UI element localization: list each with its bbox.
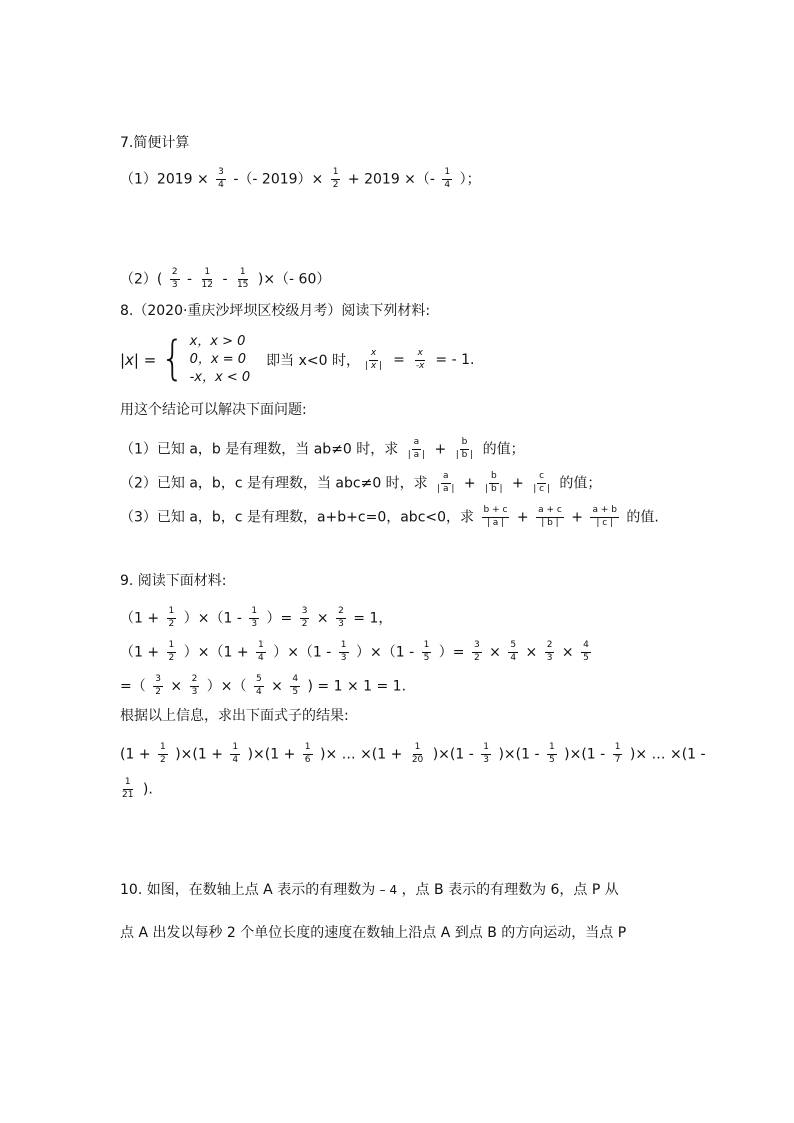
fraction: $\frac{3}{2}$: [473, 640, 480, 663]
fraction: $\frac{1}{4}$: [258, 640, 264, 663]
fraction: $\frac{1}{2}$: [332, 167, 339, 190]
fraction: $\frac{1}{20}$: [411, 742, 424, 765]
fraction: $\frac{1}{7}$: [614, 742, 621, 765]
q9-line1: （1 + $\frac{1}{2}$ ）×（1 - $\frac{1}{3}$ ）= $\frac{3}{2}$ × $\frac{2}{3}$ = 1，: [120, 606, 393, 629]
fraction: $\frac{b}{| b |}$: [455, 437, 474, 460]
q9-heading: 9. 阅读下面材料:: [120, 573, 227, 589]
fraction: $\frac{2}{3}$: [338, 606, 344, 629]
q9-line4: (1 + $\frac{1}{2}$ )×(1 + $\frac{1}{4}$ )×(1 + $\frac{1}{6}$ )× … ×(1 + $\frac{1}{20}$ )×(1 - $\frac{1}{3}$ )×(1 - $\frac{1}{5}$ )×(1 - $\frac{1}{7}$ )× … ×(1 -: [120, 742, 706, 765]
piecewise-example: 即当 x<0 时， $\frac{x}{| x |}$ = $\frac{x}{-x}$ = - 1.: [266, 347, 475, 371]
fraction: $\frac{a + c}{| b |}$: [538, 505, 562, 528]
q7-part2: （2）( $\frac{2}{3}$ - $\frac{1}{12}$ - $\frac{1}{15}$ )×（- 60）: [120, 267, 331, 290]
fraction: $\frac{1}{3}$: [483, 742, 489, 765]
fraction: $\frac{1}{5}$: [548, 742, 555, 765]
fraction: $\frac{1}{2}$: [168, 606, 175, 629]
q8-sub3: （3）已知 a，b，c 是有理数，a+b+c=0，abc<0，求 $\frac{b + c}{| a |}$ + $\frac{a + c}{| b |}$ + $\frac{a + b}{| c |}$ 的值.: [120, 505, 659, 528]
q10-line2: 点 A 出发以每秒 2 个单位长度的速度在数轴上沿点 A 到点 B 的方向运动，当点 P: [120, 925, 627, 941]
fraction: $\frac{1}{2}$: [168, 640, 175, 663]
fraction: $\frac{b}{| b |}$: [485, 471, 503, 494]
case-negative: -x，x < 0: [189, 370, 251, 385]
fraction: $\frac{3}{2}$: [301, 606, 308, 629]
fraction: $\frac{1}{6}$: [304, 742, 311, 765]
fraction: $\frac{4}{5}$: [292, 674, 299, 697]
q10-line1: 10. 如图，在数轴上点 A 表示的有理数为 – 4 ，点 B 表示的有理数为 6，点 P 从: [120, 882, 619, 898]
q8-sub2: （2）已知 a，b，c 是有理数，当 abc≠0 时，求 $\frac{a}{| a |}$ + $\frac{b}{| b |}$ + $\frac{c}{| c |}$ 的值；: [120, 471, 602, 494]
fraction: $\frac{2}{3}$: [171, 267, 178, 290]
fraction: $\frac{1}{4}$: [444, 167, 451, 190]
q9-line2: （1 + $\frac{1}{2}$ ）×（1 + $\frac{1}{4}$ ）×（1 - $\frac{1}{3}$ ）×（1 - $\frac{1}{5}$ ）= $\frac{3}{2}$ × $\frac{5}{4}$ × $\frac{2}{3}$ × $\frac{4}{5}$: [120, 640, 589, 663]
fraction: $\frac{x}{| x |}$: [364, 347, 383, 371]
q7-heading: 7.简便计算: [120, 135, 190, 151]
fraction: $\frac{5}{4}$: [510, 640, 517, 663]
fraction: $\frac{1}{15}$: [236, 267, 249, 290]
q9-line5: $\frac{1}{21}$ ).: [122, 777, 153, 800]
cases-list: [190, 333, 251, 387]
fraction: $\frac{b + c}{| a |}$: [483, 505, 508, 528]
fraction: $\frac{3}{2}$: [155, 674, 161, 697]
q9-line3: =（ $\frac{3}{2}$ × $\frac{2}{3}$ ）×（ $\frac{5}{4}$ × $\frac{4}{5}$ ) = 1 × 1 = 1.: [120, 674, 407, 697]
fraction: $\frac{3}{4}$: [218, 167, 224, 190]
q8-sub1: （1）已知 a，b 是有理数，当 ab≠0 时，求 $\frac{a}{| a |}$ + $\frac{b}{| b |}$ 的值；: [120, 437, 525, 460]
fraction: $\frac{1}{5}$: [423, 640, 430, 663]
piecewise-definition: [120, 333, 474, 387]
fraction: $\frac{2}{3}$: [191, 674, 198, 697]
fraction: $\frac{a + b}{| c |}$: [592, 505, 617, 528]
fraction: $\frac{4}{5}$: [583, 640, 589, 663]
fraction: $\frac{1}{4}$: [232, 742, 239, 765]
left-brace: {: [161, 331, 185, 385]
fraction: $\frac{1}{3}$: [340, 640, 347, 663]
fraction: $\frac{1}{12}$: [201, 267, 213, 290]
abs-lhs: |x| =: [120, 351, 157, 369]
fraction: $\frac{1}{3}$: [251, 606, 258, 629]
q8-heading: 8.（2020·重庆沙坪坝区校级月考）阅读下列材料:: [120, 303, 431, 319]
case-positive: x，x > 0: [189, 334, 246, 349]
fraction: $\frac{a}{| a |}$: [437, 471, 455, 494]
fraction: $\frac{x}{-x}$: [415, 347, 425, 371]
fraction: $\frac{a}{| a |}$: [407, 437, 426, 460]
fraction: $\frac{1}{21}$: [122, 777, 134, 800]
q7-part1: （1）2019 × $\frac{3}{4}$ -（- 2019）× $\frac{1}{2}$ + 2019 ×（- $\frac{1}{4}$ ）；: [120, 167, 481, 190]
fraction: $\frac{1}{2}$: [160, 742, 166, 765]
q8-intro: 用这个结论可以解决下面问题:: [120, 402, 307, 418]
q9-ask: 根据以上信息，求出下面式子的结果:: [120, 708, 349, 724]
case-zero: 0，x = 0: [189, 352, 247, 367]
fraction: $\frac{5}{4}$: [255, 674, 262, 697]
fraction: $\frac{2}{3}$: [546, 640, 553, 663]
fraction: $\frac{c}{| c |}$: [533, 471, 550, 494]
